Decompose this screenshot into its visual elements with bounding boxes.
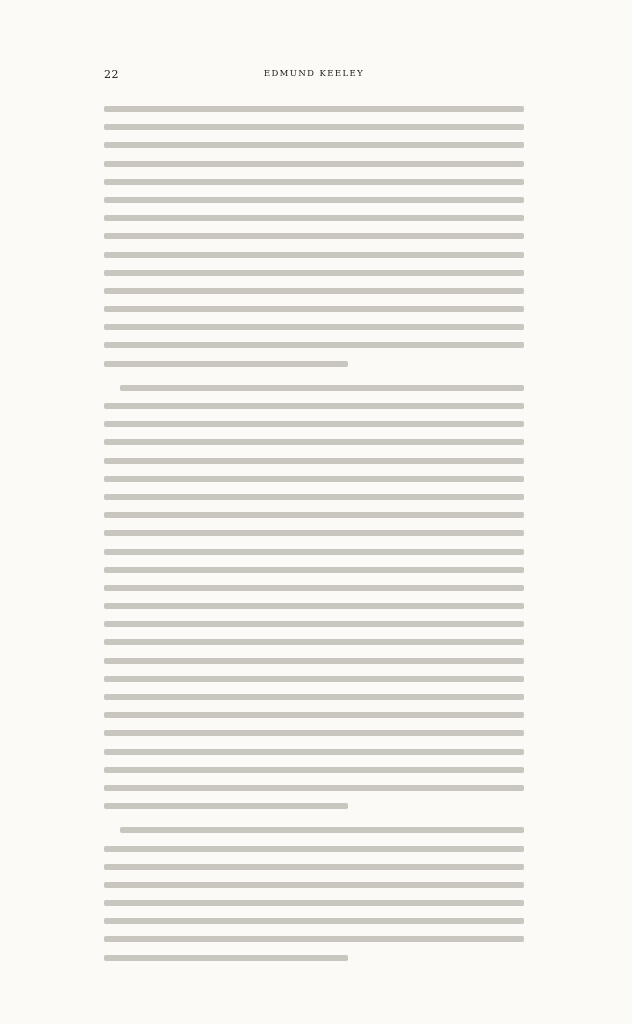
paragraph-2 (104, 378, 524, 815)
paragraph-1 (104, 99, 524, 372)
text-line (104, 893, 524, 911)
text-line (104, 560, 524, 578)
text-line (104, 875, 524, 893)
body-text (104, 99, 524, 972)
text-line (104, 354, 524, 372)
text-line (104, 596, 524, 614)
text-line (104, 614, 524, 632)
text-line (104, 190, 524, 208)
text-line (104, 335, 524, 353)
text-line (104, 523, 524, 541)
text-line (104, 226, 524, 244)
text-line (104, 723, 524, 741)
text-line (104, 542, 524, 560)
text-line (104, 778, 524, 796)
text-line (104, 669, 524, 687)
text-line (104, 929, 524, 947)
text-line (104, 451, 524, 469)
text-line (104, 378, 524, 396)
text-line (104, 487, 524, 505)
text-line (104, 99, 524, 117)
text-line (104, 948, 524, 966)
text-line (104, 705, 524, 723)
text-line (104, 263, 524, 281)
running-title: EDMUND KEELEY (263, 69, 365, 79)
text-line (104, 208, 524, 226)
page-number: 22 (104, 68, 119, 81)
text-line (104, 154, 524, 172)
text-line (104, 299, 524, 317)
text-line (104, 396, 524, 414)
text-line (104, 135, 524, 153)
text-line (104, 578, 524, 596)
text-line (104, 281, 524, 299)
text-line (104, 117, 524, 135)
text-line (104, 760, 524, 778)
text-line (104, 632, 524, 650)
text-line (104, 172, 524, 190)
text-line (104, 505, 524, 523)
text-line (104, 432, 524, 450)
text-line (104, 317, 524, 335)
text-line (104, 414, 524, 432)
text-line (104, 796, 524, 814)
text-line (104, 469, 524, 487)
paragraph-3 (104, 820, 524, 966)
running-head (104, 68, 524, 82)
text-line (104, 911, 524, 929)
text-line (104, 857, 524, 875)
text-line (104, 839, 524, 857)
text-line (104, 687, 524, 705)
text-line (104, 245, 524, 263)
text-line (104, 651, 524, 669)
text-line (104, 820, 524, 838)
text-line (104, 742, 524, 760)
